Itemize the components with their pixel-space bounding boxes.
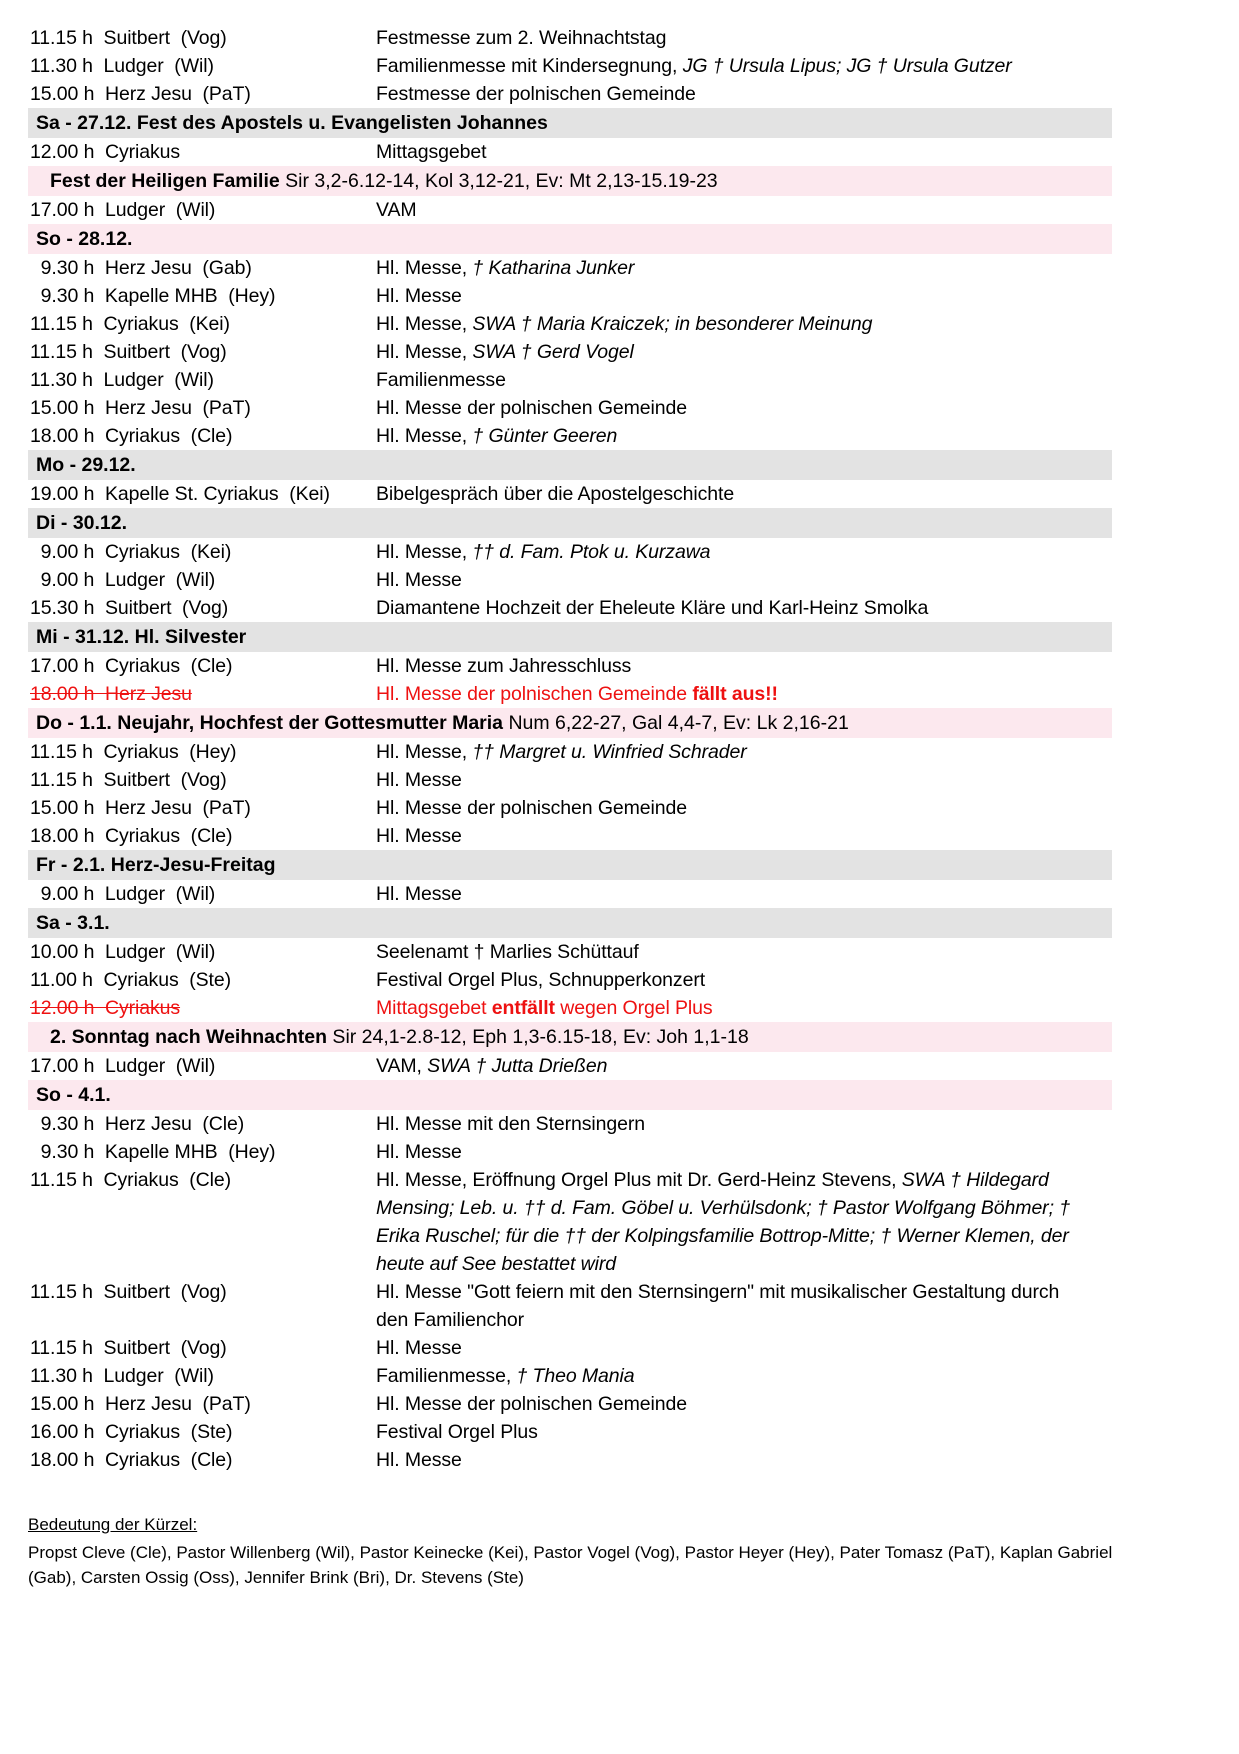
service-time-location: 15.00 h Herz Jesu (PaT)	[30, 83, 251, 105]
description-text: Hl. Messe,	[376, 257, 473, 279]
service-row	[28, 966, 1112, 994]
service-row	[28, 652, 1112, 680]
service-row	[28, 282, 1112, 310]
service-time-location: 9.00 h Cyriakus (Kei)	[30, 541, 232, 563]
service-description	[376, 254, 1112, 282]
service-time-location: 9.30 h Kapelle MHB (Hey)	[30, 285, 276, 307]
service-description	[376, 1278, 1082, 1334]
intention-text: †† d. Fam. Ptok u. Kurzawa	[472, 541, 711, 563]
service-row	[28, 254, 1112, 282]
service-description	[376, 966, 1112, 994]
description-text: Hl. Messe	[376, 1141, 462, 1163]
service-time-location: 17.00 h Cyriakus (Cle)	[30, 655, 233, 677]
service-description	[376, 1362, 1112, 1390]
service-row	[28, 1138, 1112, 1166]
service-description	[376, 1418, 1112, 1446]
description-text: wegen Orgel Plus	[554, 997, 713, 1019]
intention-text: SWA † Hildegard Mensing; Leb. u. †† d. Fam. Göbel u. Verhülsdonk; † Pastor Wolfgang Böhmer; † Erika Ruschel; für die †† der Kolpingsfamilie Bottrop-Mitte; † Werner Klemen, der heute auf See bestattet wird	[376, 1169, 1070, 1275]
service-row	[28, 594, 1112, 622]
service-time-location: 11.15 h Cyriakus (Kei)	[30, 313, 230, 335]
service-time-location: 11.15 h Suitbert (Vog)	[30, 1337, 227, 1359]
service-description	[376, 24, 1112, 52]
intention-text: † Günter Geeren	[472, 425, 618, 447]
service-description	[376, 566, 1112, 594]
feast-header	[28, 224, 1112, 254]
description-text: Festmesse der polnischen Gemeinde	[376, 83, 696, 105]
legend-body: Propst Cleve (Cle), Pastor Willenberg (Wil), Pastor Keinecke (Kei), Pastor Vogel (Vog), Pastor Heyer (Hey), Pater Tomasz (PaT), Kaplan Gabriel (Gab), Carsten Ossig (Oss), Jennifer Brink (Bri), Dr. Stevens (Ste)	[28, 1543, 1113, 1587]
service-description	[376, 338, 1112, 366]
description-text: Hl. Messe	[376, 883, 462, 905]
day-header	[28, 622, 1112, 652]
service-description	[376, 366, 1112, 394]
service-row	[28, 538, 1112, 566]
description-text: Hl. Messe	[376, 285, 462, 307]
schedule-list	[28, 24, 1112, 1474]
description-text: Hl. Messe,	[376, 341, 473, 363]
feast-header	[28, 1022, 1112, 1052]
service-time-location: 11.15 h Suitbert (Vog)	[30, 341, 227, 363]
service-description	[376, 138, 1112, 166]
service-description	[376, 1110, 1112, 1138]
service-time-location: 15.00 h Herz Jesu (PaT)	[30, 397, 251, 419]
service-row	[28, 766, 1112, 794]
service-row	[28, 310, 1112, 338]
service-row	[28, 1418, 1112, 1446]
service-time-location: 16.00 h Cyriakus (Ste)	[30, 1421, 233, 1443]
intention-text: † Theo Mania	[516, 1365, 635, 1387]
service-row	[28, 880, 1112, 908]
service-description	[376, 52, 1112, 80]
description-text: Hl. Messe,	[376, 313, 473, 335]
description-text: VAM,	[376, 1055, 428, 1077]
emphasis-text: entfällt	[491, 997, 555, 1019]
service-description	[376, 1334, 1112, 1362]
feast-header	[28, 708, 1112, 738]
service-row	[28, 1362, 1112, 1390]
header-title: Mo - 29.12.	[36, 454, 136, 476]
service-time-location: 9.00 h Ludger (Wil)	[30, 569, 216, 591]
emphasis-text: fällt aus!!	[692, 683, 778, 705]
service-description	[376, 480, 1112, 508]
service-time-location: 18.00 h Cyriakus (Cle)	[30, 425, 233, 447]
intention-text: †† Margret u. Winfried Schrader	[472, 741, 747, 763]
service-description	[376, 994, 1112, 1022]
service-row	[28, 938, 1112, 966]
day-header	[28, 450, 1112, 480]
service-description	[376, 80, 1112, 108]
service-row	[28, 1390, 1112, 1418]
service-description	[376, 938, 1112, 966]
description-text: Hl. Messe,	[376, 541, 473, 563]
service-row	[28, 138, 1112, 166]
service-time-location: 9.30 h Herz Jesu (Gab)	[30, 257, 252, 279]
description-text: Mittagsgebet	[376, 141, 487, 163]
description-text: Festival Orgel Plus	[376, 1421, 538, 1443]
service-row	[28, 80, 1112, 108]
service-time-location: 19.00 h Kapelle St. Cyriakus (Kei)	[30, 483, 330, 505]
description-text: Hl. Messe,	[376, 425, 473, 447]
service-row	[28, 422, 1112, 450]
service-row	[28, 480, 1112, 508]
legend-footer	[28, 1512, 1118, 1590]
service-description	[376, 422, 1112, 450]
description-text: Hl. Messe der polnischen Gemeinde	[376, 397, 688, 419]
description-text: Hl. Messe	[376, 1337, 462, 1359]
service-row	[28, 738, 1112, 766]
service-description	[376, 652, 1112, 680]
service-time-location: 18.00 h Cyriakus (Cle)	[30, 1449, 233, 1471]
header-title: Di - 30.12.	[36, 512, 128, 534]
service-time-location: 11.15 h Suitbert (Vog)	[30, 1281, 227, 1303]
service-time-location: 12.00 h Cyriakus	[30, 997, 181, 1019]
description-text: Mittagsgebet	[376, 997, 492, 1019]
service-description	[376, 738, 1112, 766]
service-time-location: 11.15 h Cyriakus (Hey)	[30, 741, 237, 763]
service-description	[376, 282, 1112, 310]
service-row	[28, 1446, 1112, 1474]
header-readings: Num 6,22-27, Gal 4,4-7, Ev: Lk 2,16-21	[503, 712, 849, 734]
header-title: Sa - 3.1.	[36, 912, 110, 934]
header-title: Fest der Heiligen Familie	[50, 170, 280, 192]
service-time-location: 17.00 h Ludger (Wil)	[30, 1055, 216, 1077]
feast-header	[28, 1080, 1112, 1110]
service-time-location: 18.00 h Herz Jesu	[30, 683, 192, 705]
header-title: 2. Sonntag nach Weihnachten	[50, 1026, 328, 1048]
service-time-location: 9.30 h Kapelle MHB (Hey)	[30, 1141, 276, 1163]
day-header	[28, 908, 1112, 938]
feast-header	[28, 166, 1112, 196]
description-text: Hl. Messe	[376, 1449, 462, 1471]
service-row	[28, 366, 1112, 394]
service-description	[376, 794, 1112, 822]
description-text: VAM	[376, 199, 417, 221]
description-text: Hl. Messe zum Jahresschluss	[376, 655, 632, 677]
service-description	[376, 1138, 1112, 1166]
description-text: Festmesse zum 2. Weihnachtstag	[376, 27, 667, 49]
intention-text: SWA † Maria Kraiczek; in besonderer Meinung	[472, 313, 873, 335]
service-description	[376, 310, 1112, 338]
header-readings: Sir 24,1-2.8-12, Eph 1,3-6.15-18, Ev: Joh 1,1-18	[327, 1026, 749, 1048]
description-text: Familienmesse mit Kindersegnung,	[376, 55, 683, 77]
service-row	[28, 1052, 1112, 1080]
intention-text: † Katharina Junker	[472, 257, 635, 279]
cancelled-service-row	[28, 680, 1112, 708]
description-text: Hl. Messe der polnischen Gemeinde	[376, 797, 688, 819]
service-description	[376, 1052, 1112, 1080]
service-time-location: 11.30 h Ludger (Wil)	[30, 55, 214, 77]
day-header	[28, 508, 1112, 538]
service-description	[376, 822, 1112, 850]
description-text: Hl. Messe mit den Sternsingern	[376, 1113, 646, 1135]
description-text: Diamantene Hochzeit der Eheleute Kläre und Karl-Heinz Smolka	[376, 597, 929, 619]
service-description	[376, 1166, 1082, 1278]
intention-text: SWA † Jutta Drießen	[427, 1055, 608, 1077]
service-time-location: 11.15 h Suitbert (Vog)	[30, 769, 227, 791]
service-time-location: 15.00 h Herz Jesu (PaT)	[30, 797, 251, 819]
service-time-location: 12.00 h Cyriakus	[30, 141, 181, 163]
header-title: So - 28.12.	[36, 228, 133, 250]
description-text: Hl. Messe,	[376, 741, 473, 763]
service-time-location: 11.30 h Ludger (Wil)	[30, 1365, 214, 1387]
service-row	[28, 1110, 1112, 1138]
service-time-location: 17.00 h Ludger (Wil)	[30, 199, 216, 221]
description-text: Hl. Messe	[376, 769, 462, 791]
header-title: Sa - 27.12. Fest des Apostels u. Evangelisten Johannes	[36, 112, 548, 134]
service-time-location: 15.30 h Suitbert (Vog)	[30, 597, 229, 619]
service-description	[376, 1390, 1112, 1418]
header-readings: Sir 3,2-6.12-14, Kol 3,12-21, Ev: Mt 2,13-15.19-23	[279, 170, 718, 192]
service-row	[28, 1334, 1112, 1362]
service-time-location: 11.30 h Ludger (Wil)	[30, 369, 214, 391]
day-header	[28, 850, 1112, 880]
service-time-location: 18.00 h Cyriakus (Cle)	[30, 825, 233, 847]
service-description	[376, 880, 1112, 908]
service-row	[28, 394, 1112, 422]
service-time-location: 10.00 h Ludger (Wil)	[30, 941, 216, 963]
description-text: Hl. Messe der polnischen Gemeinde	[376, 1393, 688, 1415]
service-row	[28, 1278, 1112, 1334]
legend-title: Bedeutung der Kürzel:	[28, 1515, 198, 1534]
description-text: Hl. Messe, Eröffnung Orgel Plus mit Dr. Gerd-Heinz Stevens,	[376, 1169, 902, 1191]
service-row	[28, 822, 1112, 850]
service-row	[28, 24, 1112, 52]
service-time-location: 15.00 h Herz Jesu (PaT)	[30, 1393, 251, 1415]
service-time-location: 11.15 h Cyriakus (Cle)	[30, 1169, 231, 1191]
service-time-location: 11.00 h Cyriakus (Ste)	[30, 969, 231, 991]
service-description	[376, 394, 1112, 422]
header-title: So - 4.1.	[36, 1084, 111, 1106]
header-title: Mi - 31.12. Hl. Silvester	[36, 626, 247, 648]
description-text: Hl. Messe	[376, 569, 462, 591]
service-row	[28, 794, 1112, 822]
service-row	[28, 566, 1112, 594]
service-row	[28, 1166, 1112, 1278]
description-text: Familienmesse,	[376, 1365, 517, 1387]
cancelled-service-row	[28, 994, 1112, 1022]
header-title: Do - 1.1. Neujahr, Hochfest der Gottesmutter Maria	[36, 712, 504, 734]
service-row	[28, 196, 1112, 224]
service-time-location: 9.00 h Ludger (Wil)	[30, 883, 216, 905]
description-text: Hl. Messe	[376, 825, 462, 847]
service-description	[376, 680, 1112, 708]
service-row	[28, 338, 1112, 366]
service-time-location: 11.15 h Suitbert (Vog)	[30, 27, 227, 49]
service-description	[376, 766, 1112, 794]
service-description	[376, 594, 1112, 622]
description-text: Hl. Messe "Gott feiern mit den Sternsingern" mit musikalischer Gestaltung durch den Familienchor	[376, 1281, 1060, 1331]
description-text: Familienmesse	[376, 369, 506, 391]
intention-text: JG † Ursula Lipus; JG † Ursula Gutzer	[682, 55, 1012, 77]
description-text: Bibelgespräch über die Apostelgeschichte	[376, 483, 735, 505]
intention-text: SWA † Gerd Vogel	[472, 341, 634, 363]
service-description	[376, 1446, 1112, 1474]
service-time-location: 9.30 h Herz Jesu (Cle)	[30, 1113, 245, 1135]
header-title: Fr - 2.1. Herz-Jesu-Freitag	[36, 854, 276, 876]
service-description	[376, 538, 1112, 566]
day-header	[28, 108, 1112, 138]
description-text: Hl. Messe der polnischen Gemeinde	[376, 683, 693, 705]
service-row	[28, 52, 1112, 80]
description-text: Seelenamt † Marlies Schüttauf	[376, 941, 639, 963]
description-text: Festival Orgel Plus, Schnupperkonzert	[376, 969, 706, 991]
service-description	[376, 196, 1112, 224]
